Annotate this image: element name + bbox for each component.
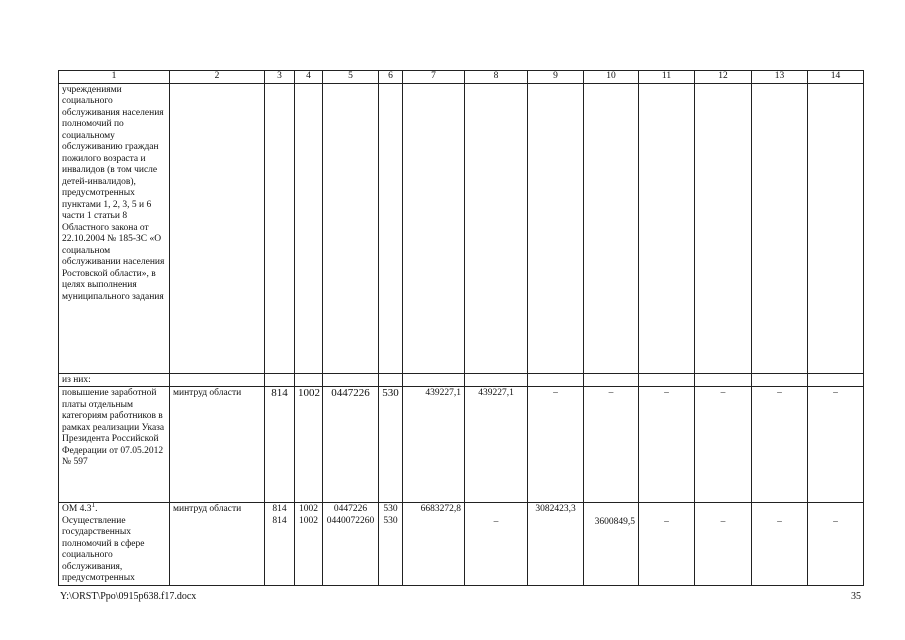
code-cell: 530 530 xyxy=(379,503,403,586)
empty-cell xyxy=(323,83,379,373)
row-description: повышение заработной платы отдельным категориям работников в рамках реализации Указа Президента Российской Федерации от 07.05.2012 № 597 xyxy=(59,387,170,503)
table-header-row xyxy=(59,71,864,84)
code-cell: 814 xyxy=(265,387,295,503)
empty-cell xyxy=(695,83,752,373)
table-row xyxy=(59,83,864,373)
empty-cell xyxy=(379,83,403,373)
value-cell: – xyxy=(808,387,864,503)
empty-cell xyxy=(323,373,379,387)
administrator-cell: минтруд области xyxy=(170,387,265,503)
administrator-cell: минтруд области xyxy=(170,503,265,586)
row-code: ОМ $4.3^1$. xyxy=(62,502,98,514)
value-cell: – xyxy=(465,503,528,586)
empty-cell xyxy=(639,373,695,387)
code-cell: 0447226 xyxy=(323,387,379,503)
empty-cell xyxy=(584,373,639,387)
table-row xyxy=(59,373,864,387)
empty-cell xyxy=(403,373,465,387)
code-cell: 1002 1002 xyxy=(295,503,323,586)
empty-cell xyxy=(695,373,752,387)
value-cell: – xyxy=(584,387,639,503)
empty-cell xyxy=(295,83,323,373)
value-cell: – xyxy=(639,387,695,503)
empty-cell xyxy=(403,83,465,373)
row-name: Осуществление государственных полномочий в сфере социального обслуживания, предусмотренных xyxy=(62,515,145,583)
empty-cell xyxy=(465,373,528,387)
budget-table xyxy=(58,70,864,586)
header-cell: 4 xyxy=(295,71,323,84)
table-row xyxy=(59,387,864,503)
value-cell: – xyxy=(808,503,864,586)
code-cell: 530 xyxy=(379,387,403,503)
value-cell: – xyxy=(752,503,808,586)
value-cell: 3082423,3 xyxy=(528,503,584,586)
empty-cell xyxy=(295,373,323,387)
empty-cell xyxy=(265,83,295,373)
value-cell: 439227,1 xyxy=(403,387,465,503)
value-cell: – xyxy=(695,503,752,586)
header-cell: 12 xyxy=(695,71,752,84)
empty-cell xyxy=(808,373,864,387)
value-cell: – xyxy=(695,387,752,503)
empty-cell xyxy=(528,83,584,373)
header-cell: 2 xyxy=(170,71,265,84)
empty-cell xyxy=(584,83,639,373)
empty-cell xyxy=(752,83,808,373)
header-cell: 8 xyxy=(465,71,528,84)
value-cell: 3600849,5 xyxy=(584,503,639,586)
value-cell: 6683272,8 xyxy=(403,503,465,586)
empty-cell xyxy=(808,83,864,373)
header-cell: 1 xyxy=(59,71,170,84)
empty-cell xyxy=(639,83,695,373)
empty-cell xyxy=(170,83,265,373)
header-cell: 14 xyxy=(808,71,864,84)
value-cell: – xyxy=(752,387,808,503)
header-cell: 13 xyxy=(752,71,808,84)
header-cell: 7 xyxy=(403,71,465,84)
row-description xyxy=(59,503,170,586)
header-cell: 3 xyxy=(265,71,295,84)
empty-cell xyxy=(379,373,403,387)
footer-file-path: Y:\ORST\Ppo\0915p638.f17.docx xyxy=(60,591,197,602)
code-cell: 0447226 0440072260 xyxy=(323,503,379,586)
empty-cell xyxy=(752,373,808,387)
value-cell: 439227,1 xyxy=(465,387,528,503)
row-description: из них: xyxy=(59,373,170,387)
empty-cell xyxy=(170,373,265,387)
empty-cell xyxy=(265,373,295,387)
code-cell: 814 814 xyxy=(265,503,295,586)
value-cell: – xyxy=(528,387,584,503)
value-cell: – xyxy=(639,503,695,586)
header-cell: 6 xyxy=(379,71,403,84)
code-cell: 1002 xyxy=(295,387,323,503)
empty-cell xyxy=(465,83,528,373)
header-cell: 5 xyxy=(323,71,379,84)
header-cell: 10 xyxy=(584,71,639,84)
row-description: учреждениями социального обслуживания населения полномочий по социальному обслуживанию граждан пожилого возраста и инвалидов (в том числе детей-инвалидов), предусмотренных пунктами 1, 2, 3, 5 и 6 части 1 статьи 8 Областного закона от 22.10.2004 № 185-ЗС «О социальном обслуживании населения Ростовской области», в целях выполнения муниципального задания xyxy=(59,83,170,373)
page-number: 35 xyxy=(851,591,861,602)
table-row xyxy=(59,503,864,586)
header-cell: 9 xyxy=(528,71,584,84)
empty-cell xyxy=(528,373,584,387)
header-cell: 11 xyxy=(639,71,695,84)
